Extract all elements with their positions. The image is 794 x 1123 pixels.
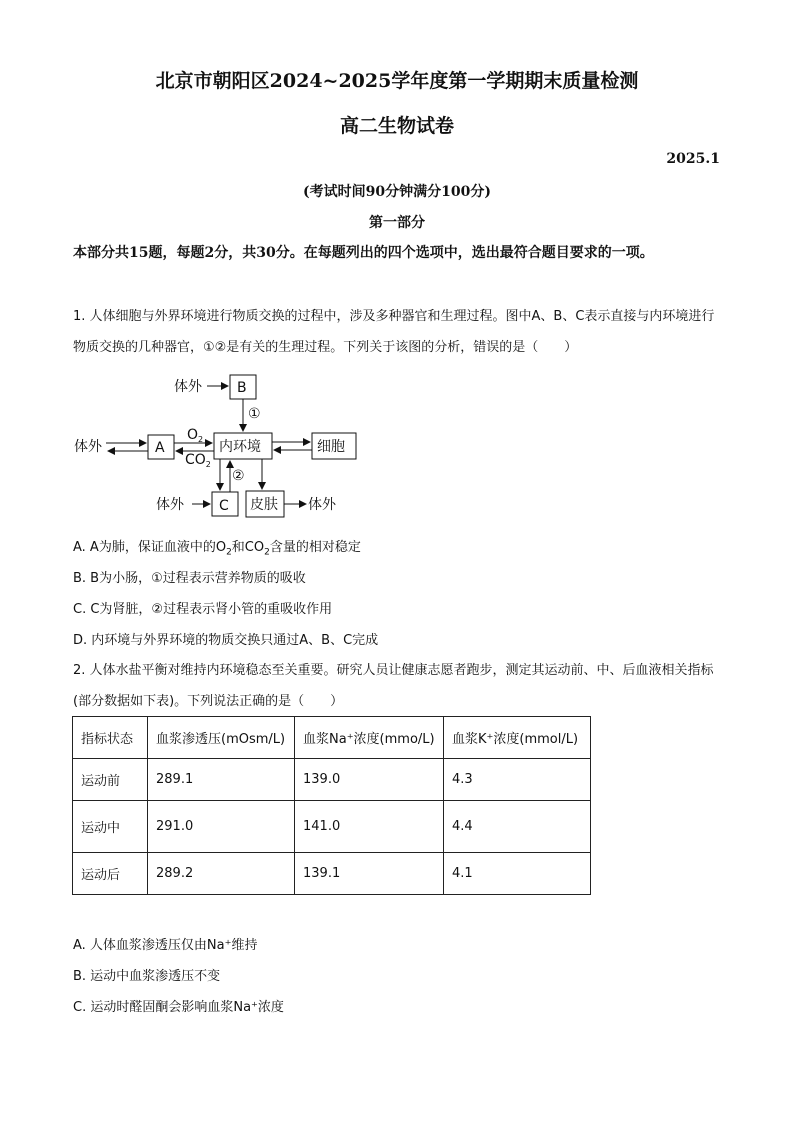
table-row <box>73 853 591 895</box>
q2-option-a: A. 人体血浆渗透压仅由Na⁺维持 <box>73 938 258 953</box>
label-outside-skin: 体外 <box>308 497 336 513</box>
label-inner-env: 内环境 <box>219 439 261 455</box>
q1-option-a: A. A为肺，保证血液中的$O_2$和$CO_2$含量的相对稳定 <box>73 540 361 558</box>
label-b: B <box>237 380 247 396</box>
label-co2: $CO_2$ <box>185 452 211 469</box>
exam-subtitle: 高二生物试卷 <box>339 115 454 137</box>
table-cell: 4.3 <box>444 759 591 801</box>
label-cell: 细胞 <box>317 439 345 455</box>
label-outside-a: 体外 <box>74 439 102 455</box>
table-cell: 289.2 <box>148 853 295 895</box>
table-cell: 运动后 <box>73 853 148 895</box>
table-cell: 运动中 <box>73 801 148 853</box>
blood-index-table <box>72 716 591 895</box>
label-outside-c: 体外 <box>156 497 184 513</box>
table-cell: 运动前 <box>73 759 148 801</box>
label-skin: 皮肤 <box>250 497 278 513</box>
part-heading: 第一部分 <box>369 215 425 231</box>
exam-title: 北京市朝阳区2024~2025学年度第一学期期末质量检测 <box>155 70 639 92</box>
label-a: A <box>155 440 165 456</box>
exam-date: 2025.1 <box>666 151 720 167</box>
label-c: C <box>219 498 229 514</box>
table-cell: 291.0 <box>148 801 295 853</box>
q2-option-c: C. 运动时醛固酮会影响血浆Na⁺浓度 <box>73 1000 284 1015</box>
q1-option-c: C. C为肾脏，②过程表示肾小管的重吸收作用 <box>73 602 333 617</box>
q1-option-d: D. 内环境与外界环境的物质交换只通过A、B、C完成 <box>73 633 379 648</box>
table-cell: 139.0 <box>295 759 444 801</box>
table-header: 血浆K⁺浓度(mmol/L) <box>444 717 591 759</box>
label-process-2: ② <box>232 468 245 484</box>
q1-option-b: B. B为小肠，①过程表示营养物质的吸收 <box>73 571 306 586</box>
table-cell: 4.4 <box>444 801 591 853</box>
label-outside-b: 体外 <box>174 379 202 395</box>
table-header: 血浆渗透压(mOsm/L) <box>148 717 295 759</box>
q2-option-b: B. 运动中血浆渗透压不变 <box>73 969 221 984</box>
table-header-row <box>73 717 591 759</box>
table-cell: 289.1 <box>148 759 295 801</box>
exam-info: (考试时间90分钟满分100分) <box>303 184 491 200</box>
table-row <box>73 801 591 853</box>
table-row <box>73 759 591 801</box>
question-1-stem: 1. 人体细胞与外界环境进行物质交换的过程中，涉及多种器官和生理过程。图中A、B、C表示直接与内环境进行物质交换的几种器官，①②是有关的生理过程。下列关于该图的分析，错误的是（ ） <box>73 309 715 355</box>
table-cell: 141.0 <box>295 801 444 853</box>
label-o2: $O_2$ <box>187 427 204 444</box>
label-process-1: ① <box>248 406 261 422</box>
exchange-diagram <box>70 370 400 522</box>
table-cell: 139.1 <box>295 853 444 895</box>
part-instructions: 本部分共15题，每题2分，共30分。在每题列出的四个选项中，选出最符合题目要求的一项。 <box>73 245 654 261</box>
question-2-stem: 2. 人体水盐平衡对维持内环境稳态至关重要。研究人员让健康志愿者跑步，测定其运动前、中、后血液相关指标(部分数据如下表)。下列说法正确的是（ ） <box>73 663 714 709</box>
table-cell: 4.1 <box>444 853 591 895</box>
table-header: 指标状态 <box>73 717 148 759</box>
table-header: 血浆Na⁺浓度(mmo/L) <box>295 717 444 759</box>
